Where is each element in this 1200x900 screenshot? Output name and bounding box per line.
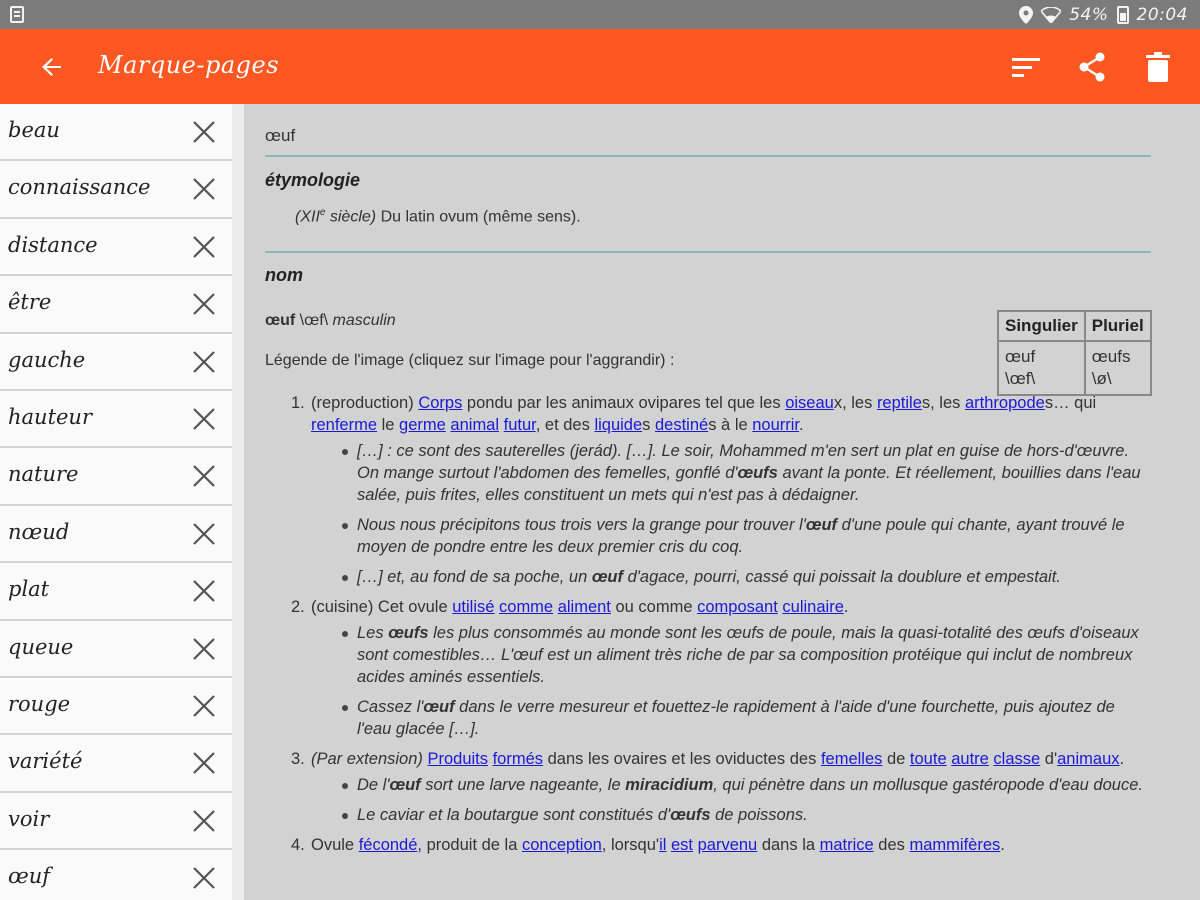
- example-list: [291, 774, 1151, 826]
- sense-item: [291, 834, 1151, 856]
- bold-text: œufs: [670, 806, 711, 824]
- bookmark-label: gauche: [8, 347, 86, 372]
- battery-percentage: 54%: [1069, 5, 1109, 25]
- example-quote: [357, 804, 1151, 826]
- close-icon[interactable]: [190, 520, 218, 548]
- close-icon[interactable]: [190, 749, 218, 777]
- text-run: Les: [357, 624, 389, 642]
- text-run: […] : ce sont des sauterelles (jerád). […]. Le soir, Mohammed m'en sert un plat en guise de hors-d'œuvre. On mange surtout l'abdomen des femelles, gonflé d': [357, 442, 1130, 482]
- close-icon[interactable]: [190, 692, 218, 720]
- close-icon[interactable]: [190, 348, 218, 376]
- definition-link[interactable]: oiseau: [785, 394, 834, 412]
- example-quote: [357, 696, 1151, 740]
- example-quote: [357, 622, 1151, 688]
- bookmark-label: être: [8, 290, 52, 315]
- close-icon[interactable]: [190, 635, 218, 663]
- text-run: Cassez l': [357, 698, 424, 716]
- close-icon[interactable]: [190, 118, 218, 146]
- bookmark-label: variété: [8, 749, 83, 774]
- text-run: , lorsqu': [601, 836, 660, 854]
- sense-definition: [291, 392, 1151, 436]
- definition-link[interactable]: animaux: [1057, 750, 1120, 768]
- text-run: d'une poule qui chante, ayant trouvé le moyen de pondre entre les deux premier cris du coq.: [357, 516, 1125, 556]
- image-caption: Légende de l'image (cliquez sur l'image pour l'aggrandir) :: [265, 352, 675, 369]
- sense-definition: [291, 834, 1151, 856]
- example-list: [291, 622, 1151, 740]
- definition-link[interactable]: animal: [450, 416, 500, 434]
- definition-link[interactable]: culinaire: [782, 598, 844, 616]
- bookmark-item[interactable]: [0, 161, 232, 218]
- text-run: Ovule: [311, 836, 359, 854]
- inflection-cell: œufs \ø\: [1085, 341, 1151, 395]
- sense-number: 1.: [291, 394, 305, 412]
- arrow-left-icon[interactable]: [34, 49, 70, 85]
- bookmark-label: nœud: [8, 519, 70, 544]
- definition-link[interactable]: Corps: [418, 394, 463, 412]
- text-run: Le caviar et la boutargue sont constitués d': [357, 806, 671, 824]
- sense-item: [291, 596, 1151, 740]
- definition-link[interactable]: toute: [909, 750, 947, 768]
- inflection-header: Pluriel: [1085, 311, 1151, 341]
- bookmark-label: connaissance: [8, 175, 151, 200]
- text-run: dans le verre mesureur et fouettez-le rapidement à l'aide d'une fourchette, puis ajoutez de l'eau glacée […].: [357, 698, 1115, 738]
- text-run: des: [873, 836, 910, 854]
- bold-text: œuf: [591, 568, 623, 586]
- definition-link[interactable]: conception: [521, 836, 602, 854]
- text-run: pondu par les animaux ovipares tel que les: [462, 394, 786, 412]
- text-run: (reproduction): [311, 394, 419, 412]
- sort-icon[interactable]: [1008, 49, 1044, 85]
- sense-definition: [291, 596, 1151, 618]
- wifi-icon: [1041, 7, 1061, 23]
- definition-link[interactable]: comme: [499, 598, 554, 616]
- example-quote: [357, 440, 1151, 506]
- definition-link[interactable]: formés: [492, 750, 544, 768]
- definition-link[interactable]: arthropode: [965, 394, 1045, 412]
- entry-word: œuf: [265, 126, 296, 145]
- example-list: [291, 440, 1151, 588]
- sense-item: [291, 748, 1151, 826]
- sense-definition: [291, 748, 1151, 770]
- bookmark-list: [0, 104, 244, 900]
- divider: [265, 251, 1151, 253]
- text-run: d': [1040, 750, 1058, 768]
- inflection-table: [997, 310, 1152, 396]
- text-run: dans les ovaires et les oviductes des: [543, 750, 821, 768]
- text-run: x, les: [833, 394, 877, 412]
- sense-number: 3.: [291, 750, 305, 768]
- sense-number: 4.: [291, 836, 305, 854]
- bold-text: miracidium: [625, 776, 714, 794]
- trash-icon[interactable]: [1140, 49, 1176, 85]
- definition-link[interactable]: destiné: [655, 416, 709, 434]
- bold-text: œuf: [389, 776, 421, 794]
- bookmark-item[interactable]: [0, 563, 232, 620]
- definition-link[interactable]: matrice: [819, 836, 874, 854]
- close-icon[interactable]: [190, 462, 218, 490]
- definition-link[interactable]: composant: [697, 598, 778, 616]
- page-title: Marque-pages: [98, 51, 280, 79]
- text-run: s, les: [921, 394, 965, 412]
- example-quote: [357, 514, 1151, 558]
- bold-text: œuf: [805, 516, 838, 534]
- text-run: (Par extension): [311, 750, 428, 768]
- text-run: […] et, au fond de sa poche, un: [357, 568, 592, 586]
- bookmark-label: beau: [8, 118, 60, 142]
- definition-link[interactable]: liquide: [594, 416, 643, 434]
- text-run: De l': [357, 776, 390, 794]
- etymology-text: (XIIe siècle) Du latin ovum (même sens).: [295, 207, 581, 226]
- definition-link[interactable]: germe: [399, 416, 446, 434]
- bookmark-item[interactable]: [0, 391, 232, 448]
- bookmark-item[interactable]: [0, 506, 232, 563]
- bold-text: œuf: [423, 698, 455, 716]
- close-icon[interactable]: [190, 233, 218, 261]
- text-run: ou comme: [610, 598, 698, 616]
- bookmark-item[interactable]: [0, 219, 232, 276]
- bookmark-item[interactable]: [0, 850, 232, 900]
- definition-link[interactable]: femelles: [820, 750, 883, 768]
- bookmark-item[interactable]: [0, 334, 232, 391]
- text-run: sort une larve nageante, le: [420, 776, 626, 794]
- close-icon[interactable]: [190, 577, 218, 605]
- bookmark-label: rouge: [8, 691, 71, 716]
- share-icon[interactable]: [1074, 49, 1110, 85]
- bookmark-item[interactable]: [0, 735, 232, 792]
- text-run: le: [377, 416, 400, 434]
- close-icon[interactable]: [190, 807, 218, 835]
- definition-link[interactable]: est: [671, 836, 694, 854]
- status-icons: [1019, 4, 1188, 26]
- sense-number: 2.: [291, 598, 305, 616]
- entry-content: [244, 104, 1200, 900]
- divider: [265, 155, 1151, 157]
- text-run: Nous nous précipitons tous trois vers la grange pour trouver l': [357, 516, 806, 534]
- text-run: .: [1119, 750, 1125, 768]
- bookmark-item[interactable]: [0, 793, 232, 850]
- battery-icon: [1117, 6, 1129, 24]
- definition-link[interactable]: futur: [503, 416, 536, 434]
- definition-link[interactable]: nourrir: [752, 416, 800, 434]
- definition-link[interactable]: autre: [951, 750, 989, 768]
- definition-link[interactable]: fécondé: [358, 836, 418, 854]
- sense-list: [291, 392, 1151, 856]
- close-icon[interactable]: [190, 290, 218, 318]
- bookmark-label: œuf: [8, 864, 51, 889]
- bookmark-label: hauteur: [8, 404, 92, 429]
- definition-link[interactable]: Produits: [427, 750, 488, 768]
- definition-link[interactable]: aliment: [557, 598, 611, 616]
- text-run: les plus consommés au monde sont les œufs de poule, mais la quasi-totalité des œufs d'oiseaux sont comestibles… L'œuf est un aliment très riche de par sa composition protéique qui inclut de nombreux acides aminés essentiels.: [357, 624, 1139, 686]
- sense-item: [291, 392, 1151, 588]
- close-icon[interactable]: [190, 864, 218, 892]
- etymology-heading: étymologie: [265, 170, 361, 190]
- bookmark-item[interactable]: [0, 104, 232, 161]
- bookmark-label: nature: [8, 462, 79, 487]
- definition-link[interactable]: renferme: [311, 416, 378, 434]
- text-run: s à le: [708, 416, 753, 434]
- text-run: , et des: [535, 416, 595, 434]
- text-run: avant la ponte. Et réellement, bouillies dans l'eau salée, puis frites, elles constituent un mets qui n'est pas à dédaigner.: [357, 464, 1141, 504]
- bookmark-label: queue: [8, 634, 74, 659]
- clock: 20:04: [1136, 5, 1188, 25]
- text-run: , qui pénètre dans un mollusque gastéropode d'eau douce.: [713, 776, 1143, 794]
- text-run: , produit de la: [417, 836, 522, 854]
- text-run: de poissons.: [710, 806, 808, 824]
- definition-link[interactable]: reptile: [876, 394, 922, 412]
- text-run: s: [642, 416, 655, 434]
- pos-heading: nom: [265, 265, 303, 285]
- definition-link[interactable]: mammifères: [909, 836, 1001, 854]
- bold-text: œufs: [388, 624, 429, 642]
- bookmark-label: plat: [8, 577, 50, 602]
- bookmark-label: distance: [8, 232, 98, 257]
- definition-link[interactable]: utilisé: [452, 598, 495, 616]
- text-run: .: [843, 598, 849, 616]
- bookmark-item[interactable]: [0, 678, 232, 735]
- definition-link[interactable]: il: [659, 836, 667, 854]
- text-run: dans la: [757, 836, 820, 854]
- app-bar: [0, 29, 1200, 104]
- definition-link[interactable]: parvenu: [697, 836, 758, 854]
- text-run: s… qui: [1044, 394, 1097, 412]
- bookmark-item[interactable]: [0, 448, 232, 505]
- status-bar: [0, 0, 1200, 29]
- close-icon[interactable]: [190, 405, 218, 433]
- example-quote: [357, 566, 1151, 588]
- bookmark-label: voir: [8, 806, 50, 831]
- bookmark-item[interactable]: [0, 276, 232, 333]
- headword-line: œuf \œf\ masculin: [265, 312, 396, 329]
- location-icon: [1019, 6, 1033, 24]
- clipboard-icon: [10, 6, 24, 23]
- example-quote: [357, 774, 1151, 796]
- inflection-header: Singulier: [998, 311, 1085, 341]
- text-run: (cuisine) Cet ovule: [311, 598, 453, 616]
- close-icon[interactable]: [190, 175, 218, 203]
- text-run: d'agace, pourri, cassé qui poissait la doublure et empestait.: [622, 568, 1061, 586]
- inflection-cell: œuf \œf\: [998, 341, 1085, 395]
- bold-text: œufs: [737, 464, 778, 482]
- bookmark-item[interactable]: [0, 621, 232, 678]
- definition-link[interactable]: classe: [993, 750, 1041, 768]
- text-run: de: [882, 750, 910, 768]
- text-run: .: [799, 416, 804, 434]
- text-run: .: [1000, 836, 1005, 854]
